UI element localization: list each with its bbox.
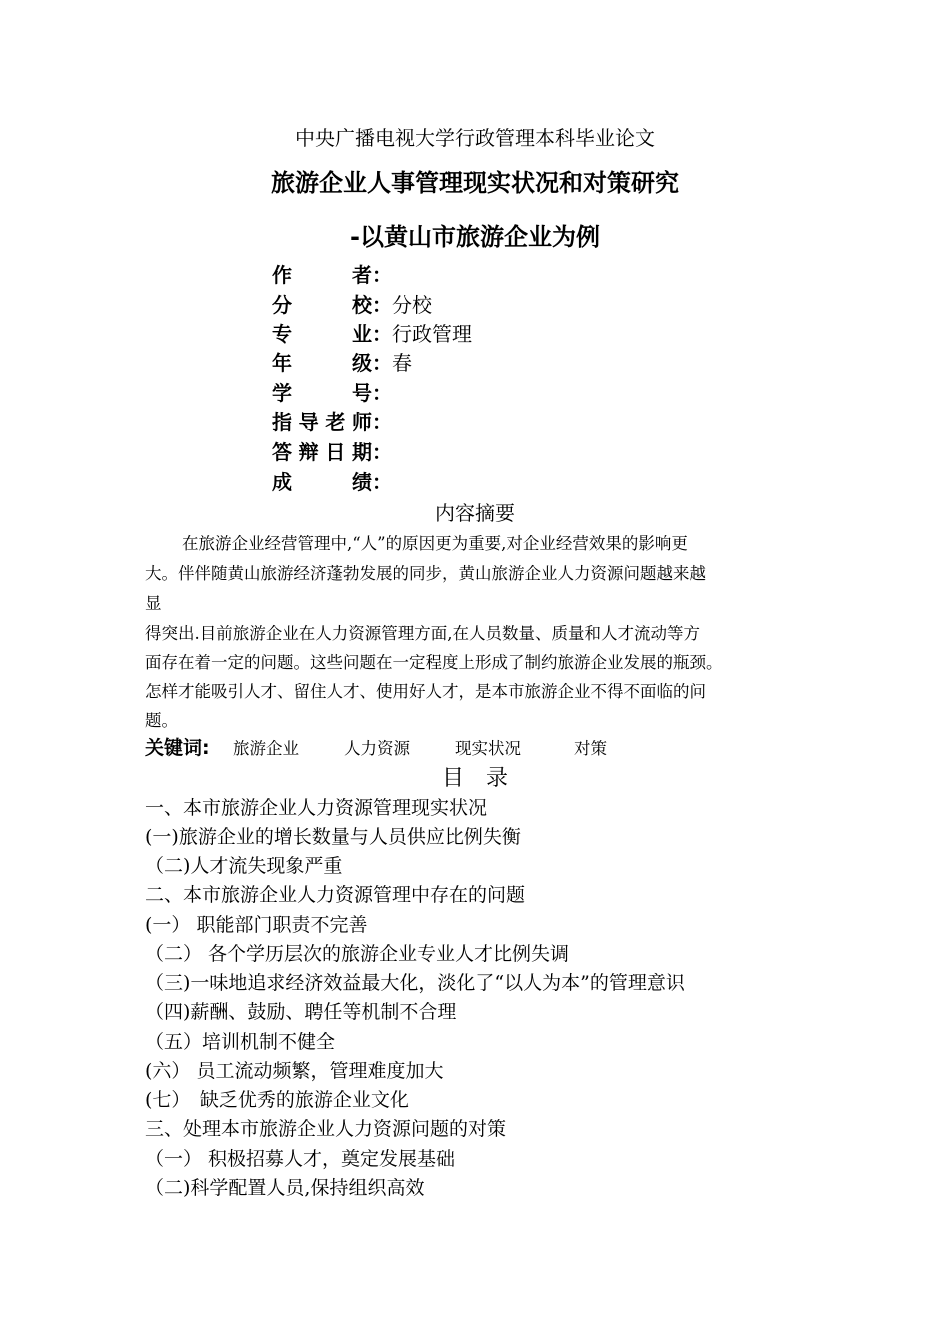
info-value: 春 — [392, 351, 412, 375]
toc-item: 一、本市旅游企业人力资源管理现实状况 — [145, 797, 488, 819]
info-row-defense-date: 答辩日期： — [272, 440, 392, 464]
info-row-branch: 分 校：分校 — [272, 293, 432, 317]
abstract-title: 内容摘要 — [435, 501, 515, 525]
keyword-item: 人力资源 — [344, 739, 410, 758]
info-label: 专 业 — [272, 322, 372, 346]
info-label: 年 级 — [272, 351, 372, 375]
toc-item: 三、处理本市旅游企业人力资源问题的对策 — [145, 1118, 507, 1140]
info-label: 成 绩 — [272, 470, 372, 494]
thesis-title: 旅游企业人事管理现实状况和对策研究 — [271, 169, 679, 197]
toc-item: (七） 缺乏优秀的旅游企业文化 — [145, 1089, 409, 1111]
info-label: 答辩日期 — [272, 440, 372, 464]
keyword-item: 对策 — [574, 739, 607, 758]
toc-item: (一)旅游企业的增长数量与人员供应比例失衡 — [145, 826, 521, 848]
keyword-item: 现实状况 — [455, 739, 521, 758]
thesis-subtitle: -以黄山市旅游企业为例 — [350, 223, 600, 251]
info-value: 分校 — [392, 293, 432, 317]
info-row-major: 专 业：行政管理 — [272, 322, 472, 346]
toc-item: （一） 积极招募人才，奠定发展基础 — [145, 1148, 456, 1170]
info-label: 分 校 — [272, 293, 372, 317]
keyword-item: 旅游企业 — [233, 739, 299, 758]
info-row-advisor: 指导老师： — [272, 410, 392, 434]
toc-item: （四)薪酬、鼓励、聘任等机制不合理 — [145, 1001, 457, 1023]
abstract-line: 面存在着一定的问题。这些问题在一定程度上形成了制约旅游企业发展的瓶颈。 — [145, 653, 723, 672]
toc-item: (一） 职能部门职责不完善 — [145, 914, 368, 936]
abstract-line: 大。伴伴随黄山旅游经济蓬勃发展的同步，黄山旅游企业人力资源问题越来越 — [145, 564, 706, 583]
toc-item: （五）培训机制不健全 — [145, 1031, 336, 1053]
info-row-score: 成 绩： — [272, 470, 392, 494]
toc-item: 二、本市旅游企业人力资源管理中存在的问题 — [145, 884, 526, 906]
toc-item: （二)人才流失现象严重 — [145, 855, 343, 877]
info-label: 指导老师 — [272, 410, 372, 434]
info-row-author: 作 者： — [272, 263, 392, 287]
info-label: 作 者 — [272, 263, 372, 287]
toc-item: （三)一味地追求经济效益最大化，淡化了“以人为本”的管理意识 — [145, 972, 685, 994]
toc-title: 目录 — [441, 766, 530, 791]
abstract-line: 题。 — [145, 711, 178, 730]
info-row-grade: 年 级：春 — [272, 351, 412, 375]
toc-item: （二） 各个学历层次的旅游企业专业人才比例失调 — [145, 943, 570, 965]
abstract-line: 得突出.目前旅游企业在人力资源管理方面,在人员数量、质量和人才流动等方 — [145, 624, 700, 643]
toc-item: (六） 员工流动频繁，管理难度加大 — [145, 1060, 444, 1082]
keywords-label: 关键词: — [145, 737, 210, 759]
info-value: 行政管理 — [392, 322, 472, 346]
toc-item: （二)科学配置人员,保持组织高效 — [145, 1177, 425, 1199]
abstract-line: 显 — [145, 594, 162, 613]
university-line: 中央广播电视大学行政管理本科毕业论文 — [295, 126, 655, 150]
info-label: 学 号 — [272, 381, 372, 405]
info-row-student-id: 学 号： — [272, 381, 392, 405]
abstract-line: 怎样才能吸引人才、留住人才、使用好人才，是本市旅游企业不得不面临的问 — [145, 682, 706, 701]
abstract-line: 在旅游企业经营管理中,“人”的原因更为重要,对企业经营效果的影响更 — [182, 534, 688, 553]
